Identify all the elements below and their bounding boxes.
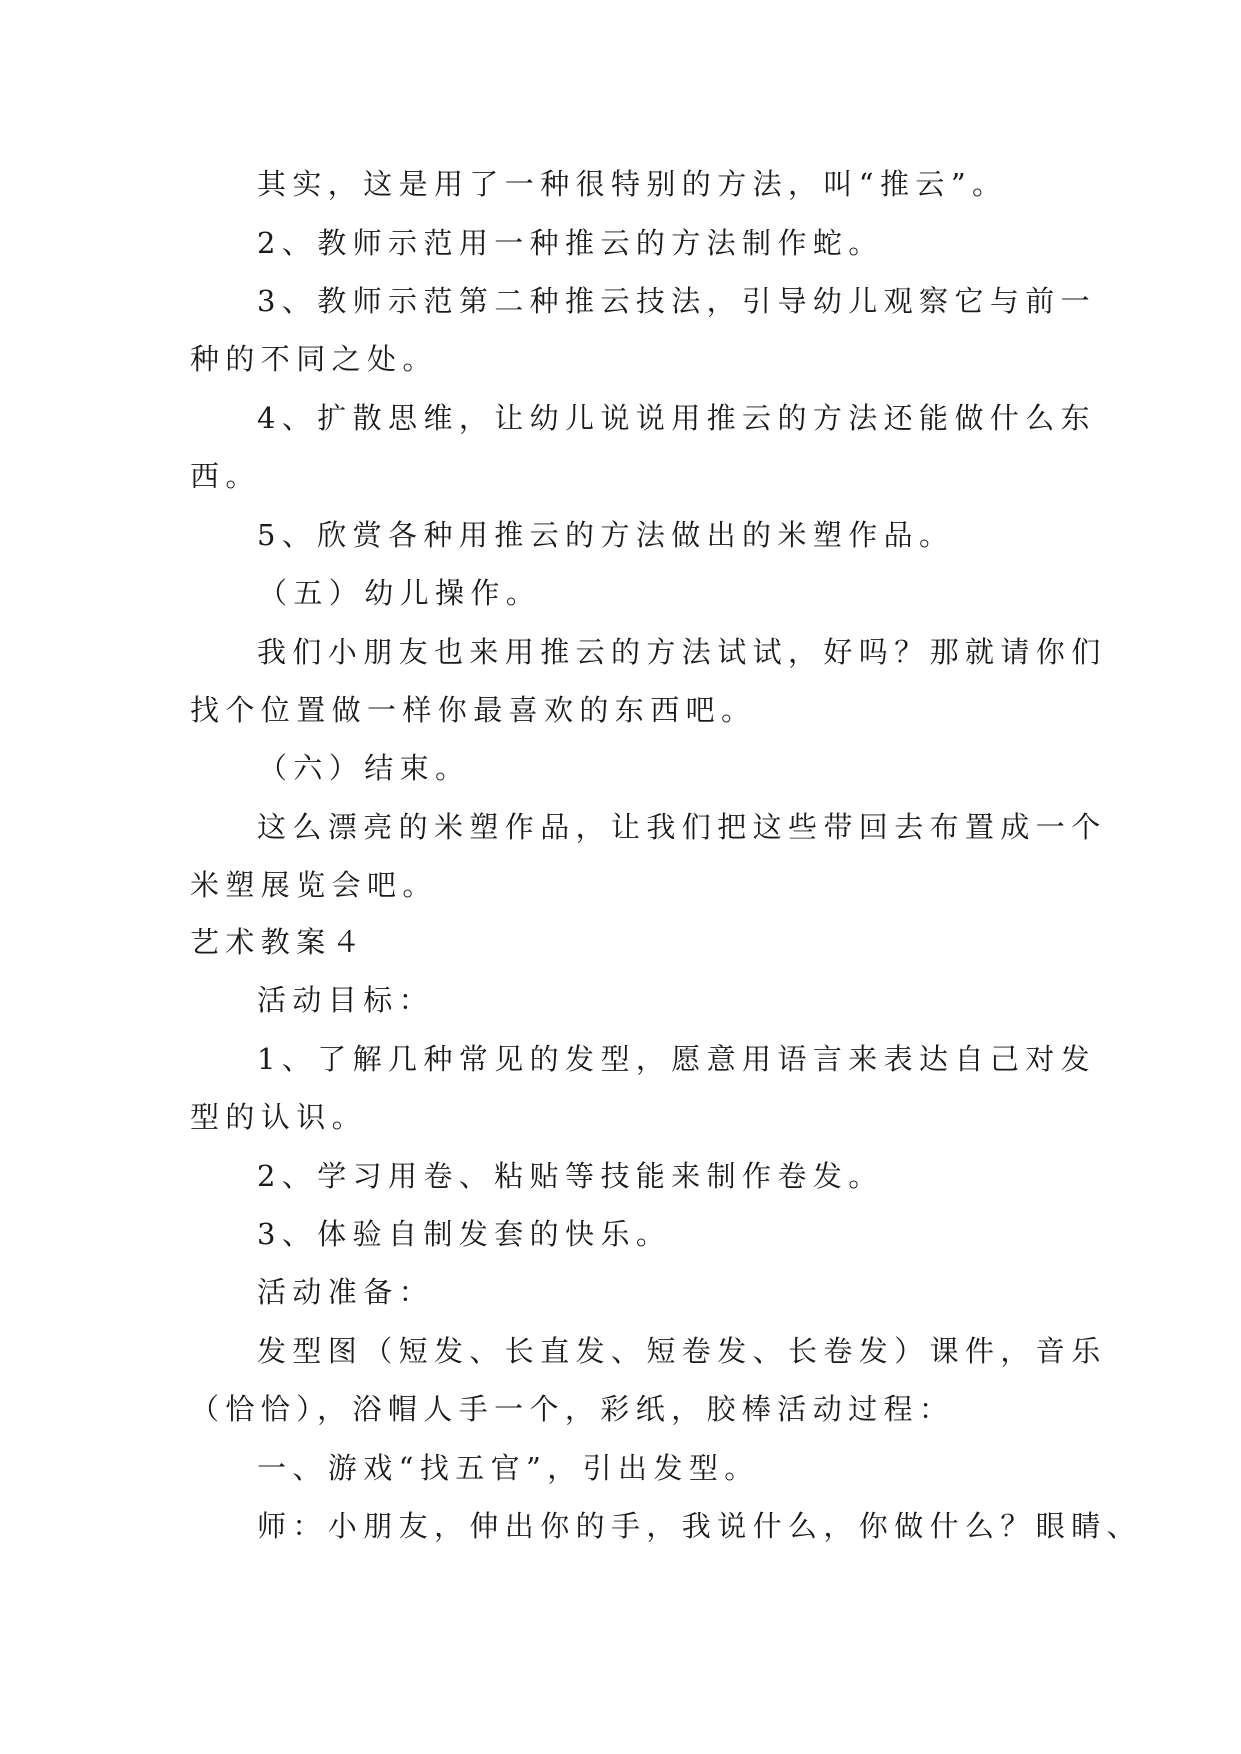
paragraph-line: 3、体验自制发套的快乐。 xyxy=(257,1217,672,1251)
paragraph-line: 4、扩散思维，让幼儿说说用推云的方法还能做什么东 xyxy=(257,401,1097,435)
section-heading: （五）幼儿操作。 xyxy=(258,576,542,610)
paragraph-line: 种的不同之处。 xyxy=(190,342,438,376)
paragraph-line: 西。 xyxy=(190,459,261,493)
paragraph-line: 1、了解几种常见的发型，愿意用语言来表达自己对发 xyxy=(257,1042,1097,1076)
paragraph-line: （恰恰），浴帽人手一个，彩纸，胶棒活动过程： xyxy=(190,1392,955,1426)
section-heading: （六）结束。 xyxy=(258,751,471,785)
paragraph-line: 发型图（短发、长直发、短卷发、长卷发）课件，音乐 xyxy=(257,1334,1107,1368)
document-heading: 艺术教案４ xyxy=(190,925,368,959)
paragraph-line: 其实，这是用了一种很特别的方法，叫“推云”。 xyxy=(257,167,1008,201)
paragraph-line: 型的认识。 xyxy=(190,1100,368,1134)
paragraph-line: 师：小朋友，伸出你的手，我说什么，你做什么？眼睛、 xyxy=(257,1509,1143,1543)
paragraph-line: 5、欣赏各种用推云的方法做出的米塑作品。 xyxy=(257,518,955,552)
paragraph-line: 2、学习用卷、粘贴等技能来制作卷发。 xyxy=(257,1159,884,1193)
paragraph-line: 找个位置做一样你最喜欢的东西吧。 xyxy=(190,693,757,727)
paragraph-line: 我们小朋友也来用推云的方法试试，好吗？那就请你们 xyxy=(257,635,1107,669)
paragraph-line: 2、教师示范用一种推云的方法制作蛇。 xyxy=(257,226,884,260)
paragraph-line: 这么漂亮的米塑作品，让我们把这些带回去布置成一个 xyxy=(257,810,1107,844)
paragraph-line: 活动准备： xyxy=(257,1275,435,1309)
paragraph-line: 一、游戏“找五官”，引出发型。 xyxy=(257,1451,760,1485)
paragraph-line: 米塑展览会吧。 xyxy=(190,868,438,902)
paragraph-line: 3、教师示范第二种推云技法，引导幼儿观察它与前一 xyxy=(257,284,1097,318)
paragraph-line: 活动目标： xyxy=(257,983,435,1017)
